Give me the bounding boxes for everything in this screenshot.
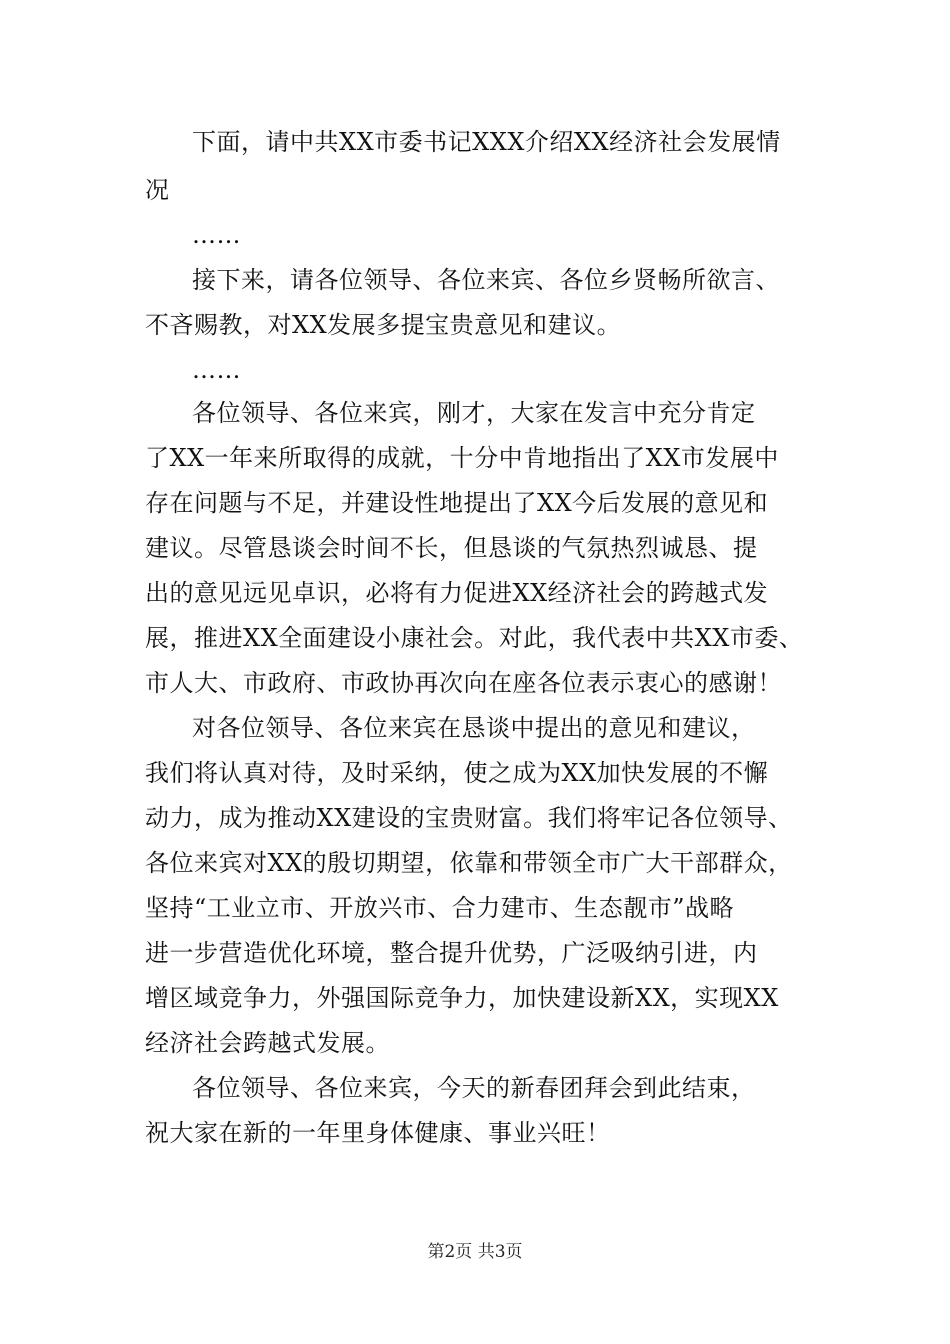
- text-line: 动力，成为推动XX建设的宝贵财富。我们将牢记各位领导、: [145, 804, 793, 832]
- text-line: 下面，请中共XX市委书记XXX介绍XX经济社会发展情: [192, 128, 781, 156]
- text-line: 经济社会跨越式发展。: [145, 1029, 390, 1057]
- text-line: 对各位领导、各位来宾在恳谈中提出的意见和建议，: [192, 714, 756, 742]
- text-line: 不吝赐教，对XX发展多提宝贵意见和建议。: [145, 311, 622, 339]
- text-line: 祝大家在新的一年里身体健康、事业兴旺！: [145, 1119, 611, 1147]
- text-line: ……: [192, 356, 241, 384]
- text-line: 建议。尽管恳谈会时间不长，但恳谈的气氛热烈诚恳、提: [145, 534, 758, 562]
- text-line: 存在问题与不足，并建设性地提出了XX今后发展的意见和: [145, 489, 769, 517]
- text-line: ……: [192, 221, 241, 249]
- text-line: 各位领导、各位来宾，今天的新春团拜会到此结束，: [192, 1074, 756, 1102]
- text-line: 我们将认真对待，及时采纳，使之成为XX加快发展的不懈: [145, 759, 769, 787]
- page-indicator: 第2页 共3页: [427, 1242, 523, 1262]
- text-line: 了XX一年来所取得的成就，十分中肯地指出了XX市发展中: [145, 444, 779, 472]
- text-line: 进一步营造优化环境，整合提升优势，广泛吸纳引进，内: [145, 939, 758, 967]
- text-line: 坚持“工业立市、开放兴市、合力建市、生态靓市”战略: [145, 894, 735, 922]
- text-line: 展，推进XX全面建设小康社会。对此，我代表中共XX市委、: [145, 624, 804, 652]
- text-line: 出的意见远见卓识，必将有力促进XX经济社会的跨越式发: [145, 579, 769, 607]
- text-line: 市人大、市政府、市政协再次向在座各位表示衷心的感谢！: [145, 669, 782, 697]
- text-line: 接下来，请各位领导、各位来宾、各位乡贤畅所欲言、: [192, 266, 780, 294]
- text-line: 增区域竞争力，外强国际竞争力，加快建设新XX，实现XX: [145, 984, 779, 1012]
- text-line: 各位来宾对XX的殷切期望，依靠和带领全市广大干部群众，: [145, 849, 793, 877]
- text-line: 况: [145, 176, 170, 204]
- text-line: 各位领导、各位来宾，刚才，大家在发言中充分肯定: [192, 399, 756, 427]
